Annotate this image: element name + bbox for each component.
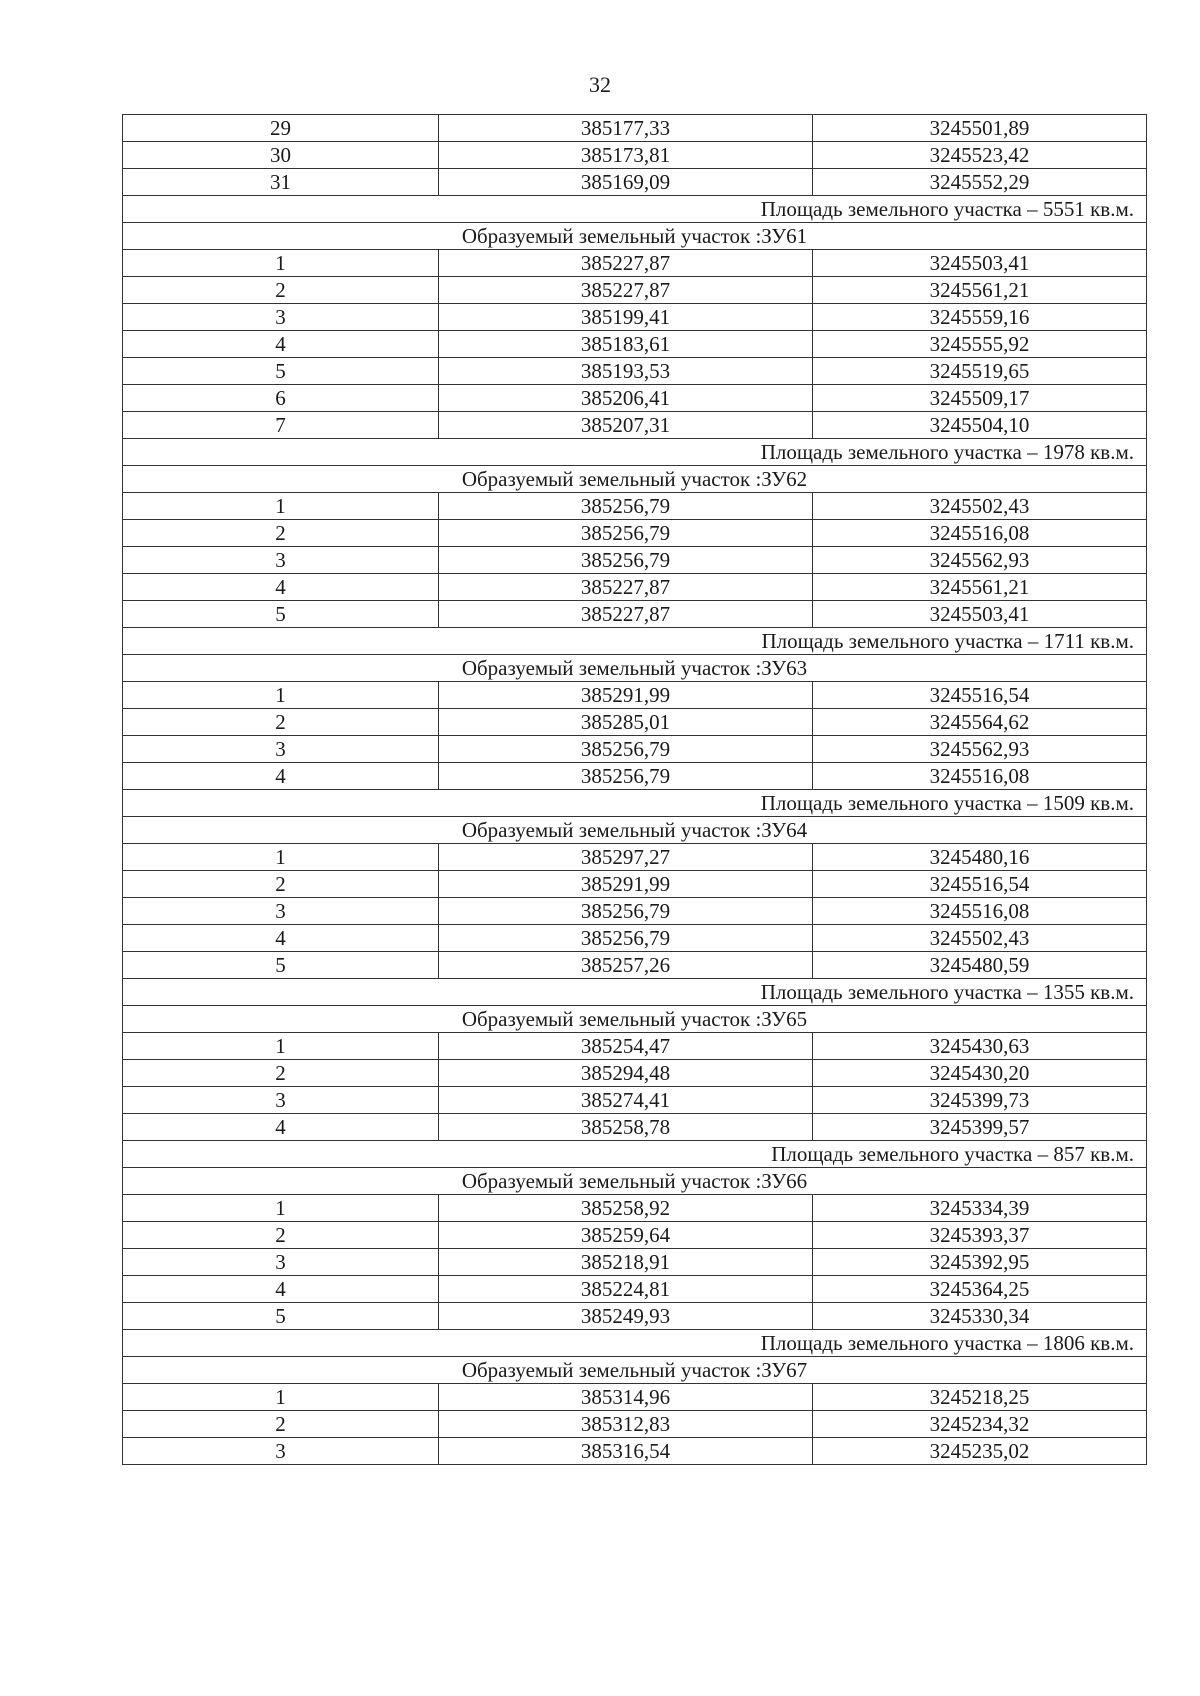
- point-number-cell: 7: [123, 412, 439, 439]
- x-coordinate-cell: 385173,81: [439, 142, 813, 169]
- point-number-cell: 1: [123, 844, 439, 871]
- point-number-cell: 5: [123, 952, 439, 979]
- coordinates-table: [122, 114, 1147, 1465]
- point-row: [123, 1438, 1147, 1465]
- x-coordinate-cell: 385256,79: [439, 925, 813, 952]
- point-row: [123, 1276, 1147, 1303]
- area-row: [123, 790, 1147, 817]
- point-row: [123, 331, 1147, 358]
- area-row: [123, 1330, 1147, 1357]
- x-coordinate-cell: 385206,41: [439, 385, 813, 412]
- point-row: [123, 493, 1147, 520]
- y-coordinate-cell: 3245480,16: [813, 844, 1147, 871]
- parcel-area-label: Площадь земельного участка – 857 кв.м.: [123, 1141, 1147, 1168]
- y-coordinate-cell: 3245561,21: [813, 574, 1147, 601]
- y-coordinate-cell: 3245235,02: [813, 1438, 1147, 1465]
- x-coordinate-cell: 385312,83: [439, 1411, 813, 1438]
- coordinates-table-body: [123, 115, 1147, 1465]
- point-number-cell: 4: [123, 1114, 439, 1141]
- area-row: [123, 196, 1147, 223]
- parcel-header-label: Образуемый земельный участок :ЗУ63: [123, 655, 1147, 682]
- x-coordinate-cell: 385218,91: [439, 1249, 813, 1276]
- y-coordinate-cell: 3245516,54: [813, 871, 1147, 898]
- point-row: [123, 277, 1147, 304]
- point-number-cell: 5: [123, 1303, 439, 1330]
- parcel-header-row: [123, 1006, 1147, 1033]
- point-row: [123, 1060, 1147, 1087]
- point-number-cell: 3: [123, 304, 439, 331]
- point-row: [123, 1303, 1147, 1330]
- y-coordinate-cell: 3245502,43: [813, 493, 1147, 520]
- area-row: [123, 628, 1147, 655]
- x-coordinate-cell: 385207,31: [439, 412, 813, 439]
- parcel-header-row: [123, 1168, 1147, 1195]
- point-row: [123, 871, 1147, 898]
- y-coordinate-cell: 3245392,95: [813, 1249, 1147, 1276]
- point-row: [123, 1033, 1147, 1060]
- point-row: [123, 682, 1147, 709]
- point-number-cell: 3: [123, 1087, 439, 1114]
- point-row: [123, 844, 1147, 871]
- y-coordinate-cell: 3245509,17: [813, 385, 1147, 412]
- point-row: [123, 412, 1147, 439]
- point-number-cell: 3: [123, 1249, 439, 1276]
- parcel-area-label: Площадь земельного участка – 1509 кв.м.: [123, 790, 1147, 817]
- x-coordinate-cell: 385193,53: [439, 358, 813, 385]
- parcel-header-row: [123, 466, 1147, 493]
- point-number-cell: 4: [123, 763, 439, 790]
- point-row: [123, 925, 1147, 952]
- parcel-header-row: [123, 223, 1147, 250]
- y-coordinate-cell: 3245516,54: [813, 682, 1147, 709]
- y-coordinate-cell: 3245399,73: [813, 1087, 1147, 1114]
- y-coordinate-cell: 3245399,57: [813, 1114, 1147, 1141]
- point-row: [123, 169, 1147, 196]
- point-row: [123, 1087, 1147, 1114]
- x-coordinate-cell: 385256,79: [439, 520, 813, 547]
- point-row: [123, 304, 1147, 331]
- x-coordinate-cell: 385291,99: [439, 871, 813, 898]
- parcel-header-row: [123, 1357, 1147, 1384]
- parcel-area-label: Площадь земельного участка – 1806 кв.м.: [123, 1330, 1147, 1357]
- parcel-header-label: Образуемый земельный участок :ЗУ67: [123, 1357, 1147, 1384]
- point-number-cell: 2: [123, 520, 439, 547]
- parcel-header-label: Образуемый земельный участок :ЗУ64: [123, 817, 1147, 844]
- point-number-cell: 30: [123, 142, 439, 169]
- point-row: [123, 736, 1147, 763]
- point-number-cell: 3: [123, 1438, 439, 1465]
- y-coordinate-cell: 3245430,63: [813, 1033, 1147, 1060]
- point-row: [123, 142, 1147, 169]
- x-coordinate-cell: 385249,93: [439, 1303, 813, 1330]
- y-coordinate-cell: 3245516,08: [813, 898, 1147, 925]
- y-coordinate-cell: 3245364,25: [813, 1276, 1147, 1303]
- y-coordinate-cell: 3245561,21: [813, 277, 1147, 304]
- x-coordinate-cell: 385316,54: [439, 1438, 813, 1465]
- point-number-cell: 3: [123, 547, 439, 574]
- point-number-cell: 1: [123, 493, 439, 520]
- x-coordinate-cell: 385256,79: [439, 898, 813, 925]
- point-number-cell: 1: [123, 1195, 439, 1222]
- x-coordinate-cell: 385294,48: [439, 1060, 813, 1087]
- point-number-cell: 4: [123, 925, 439, 952]
- point-number-cell: 1: [123, 1384, 439, 1411]
- point-number-cell: 1: [123, 1033, 439, 1060]
- point-number-cell: 6: [123, 385, 439, 412]
- x-coordinate-cell: 385183,61: [439, 331, 813, 358]
- x-coordinate-cell: 385274,41: [439, 1087, 813, 1114]
- point-row: [123, 358, 1147, 385]
- x-coordinate-cell: 385256,79: [439, 493, 813, 520]
- y-coordinate-cell: 3245523,42: [813, 142, 1147, 169]
- y-coordinate-cell: 3245552,29: [813, 169, 1147, 196]
- point-row: [123, 601, 1147, 628]
- y-coordinate-cell: 3245564,62: [813, 709, 1147, 736]
- point-row: [123, 1411, 1147, 1438]
- point-row: [123, 574, 1147, 601]
- point-number-cell: 1: [123, 682, 439, 709]
- parcel-area-label: Площадь земельного участка – 1355 кв.м.: [123, 979, 1147, 1006]
- point-row: [123, 547, 1147, 574]
- y-coordinate-cell: 3245502,43: [813, 925, 1147, 952]
- x-coordinate-cell: 385256,79: [439, 736, 813, 763]
- y-coordinate-cell: 3245218,25: [813, 1384, 1147, 1411]
- y-coordinate-cell: 3245504,10: [813, 412, 1147, 439]
- point-number-cell: 4: [123, 1276, 439, 1303]
- y-coordinate-cell: 3245234,32: [813, 1411, 1147, 1438]
- y-coordinate-cell: 3245503,41: [813, 250, 1147, 277]
- point-number-cell: 31: [123, 169, 439, 196]
- y-coordinate-cell: 3245559,16: [813, 304, 1147, 331]
- point-row: [123, 1114, 1147, 1141]
- x-coordinate-cell: 385256,79: [439, 547, 813, 574]
- x-coordinate-cell: 385227,87: [439, 250, 813, 277]
- x-coordinate-cell: 385177,33: [439, 115, 813, 142]
- point-number-cell: 4: [123, 331, 439, 358]
- area-row: [123, 439, 1147, 466]
- point-row: [123, 898, 1147, 925]
- x-coordinate-cell: 385285,01: [439, 709, 813, 736]
- x-coordinate-cell: 385227,87: [439, 277, 813, 304]
- x-coordinate-cell: 385169,09: [439, 169, 813, 196]
- point-number-cell: 2: [123, 871, 439, 898]
- x-coordinate-cell: 385258,78: [439, 1114, 813, 1141]
- y-coordinate-cell: 3245393,37: [813, 1222, 1147, 1249]
- y-coordinate-cell: 3245334,39: [813, 1195, 1147, 1222]
- parcel-area-label: Площадь земельного участка – 5551 кв.м.: [123, 196, 1147, 223]
- y-coordinate-cell: 3245562,93: [813, 547, 1147, 574]
- point-number-cell: 1: [123, 250, 439, 277]
- x-coordinate-cell: 385227,87: [439, 601, 813, 628]
- area-row: [123, 979, 1147, 1006]
- y-coordinate-cell: 3245330,34: [813, 1303, 1147, 1330]
- point-number-cell: 3: [123, 898, 439, 925]
- point-row: [123, 763, 1147, 790]
- page-number: 32: [589, 72, 611, 97]
- point-number-cell: 5: [123, 358, 439, 385]
- point-row: [123, 709, 1147, 736]
- y-coordinate-cell: 3245501,89: [813, 115, 1147, 142]
- x-coordinate-cell: 385314,96: [439, 1384, 813, 1411]
- point-row: [123, 1222, 1147, 1249]
- point-number-cell: 3: [123, 736, 439, 763]
- parcel-header-label: Образуемый земельный участок :ЗУ62: [123, 466, 1147, 493]
- point-number-cell: 4: [123, 574, 439, 601]
- y-coordinate-cell: 3245562,93: [813, 736, 1147, 763]
- point-row: [123, 115, 1147, 142]
- y-coordinate-cell: 3245555,92: [813, 331, 1147, 358]
- point-number-cell: 2: [123, 709, 439, 736]
- point-number-cell: 29: [123, 115, 439, 142]
- point-number-cell: 2: [123, 277, 439, 304]
- y-coordinate-cell: 3245516,08: [813, 520, 1147, 547]
- parcel-header-label: Образуемый земельный участок :ЗУ66: [123, 1168, 1147, 1195]
- x-coordinate-cell: 385258,92: [439, 1195, 813, 1222]
- y-coordinate-cell: 3245516,08: [813, 763, 1147, 790]
- parcel-header-label: Образуемый земельный участок :ЗУ65: [123, 1006, 1147, 1033]
- y-coordinate-cell: 3245430,20: [813, 1060, 1147, 1087]
- x-coordinate-cell: 385199,41: [439, 304, 813, 331]
- point-number-cell: 2: [123, 1411, 439, 1438]
- point-row: [123, 250, 1147, 277]
- point-row: [123, 385, 1147, 412]
- parcel-header-row: [123, 655, 1147, 682]
- point-row: [123, 1384, 1147, 1411]
- x-coordinate-cell: 385224,81: [439, 1276, 813, 1303]
- y-coordinate-cell: 3245503,41: [813, 601, 1147, 628]
- parcel-header-row: [123, 817, 1147, 844]
- point-number-cell: 2: [123, 1222, 439, 1249]
- x-coordinate-cell: 385254,47: [439, 1033, 813, 1060]
- x-coordinate-cell: 385257,26: [439, 952, 813, 979]
- point-number-cell: 5: [123, 601, 439, 628]
- x-coordinate-cell: 385259,64: [439, 1222, 813, 1249]
- parcel-header-label: Образуемый земельный участок :ЗУ61: [123, 223, 1147, 250]
- x-coordinate-cell: 385291,99: [439, 682, 813, 709]
- point-row: [123, 952, 1147, 979]
- y-coordinate-cell: 3245480,59: [813, 952, 1147, 979]
- point-row: [123, 520, 1147, 547]
- y-coordinate-cell: 3245519,65: [813, 358, 1147, 385]
- point-number-cell: 2: [123, 1060, 439, 1087]
- area-row: [123, 1141, 1147, 1168]
- point-row: [123, 1195, 1147, 1222]
- x-coordinate-cell: 385256,79: [439, 763, 813, 790]
- point-row: [123, 1249, 1147, 1276]
- parcel-area-label: Площадь земельного участка – 1978 кв.м.: [123, 439, 1147, 466]
- x-coordinate-cell: 385227,87: [439, 574, 813, 601]
- parcel-area-label: Площадь земельного участка – 1711 кв.м.: [123, 628, 1147, 655]
- x-coordinate-cell: 385297,27: [439, 844, 813, 871]
